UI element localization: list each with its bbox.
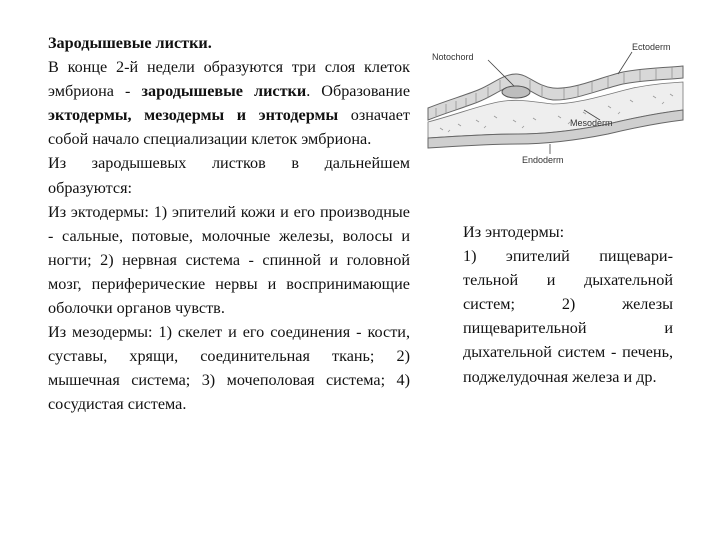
paragraph-ectoderm: Из эктодермы: 1) эпителий кожи и его производные - сальные, потовые, молочные железы, волосы и ногти; 2) нервная система - спинной и головной мозг, периферические нервы и воспринимающие оболочки органов чувств. [48, 202, 410, 318]
paragraph-germ-layers [48, 55, 410, 151]
paragraph-derivatives-intro: Из зародышевых листков в дальнейшем образуются: [48, 154, 410, 197]
paragraph-mesoderm: Из мезодермы: 1) скелет и его соединения - кости, суставы, хрящи, соединительная ткань; 2) мышечная система; 3) мочеполовая система; 4) сосудистая система. [48, 323, 410, 414]
p1-bold-layers-list: эктодермы, мезодермы и энтодермы [48, 106, 339, 125]
p1-text-c: . Образование [306, 82, 411, 101]
left-text-column [48, 31, 410, 417]
section-title: Зародышевые листки. [48, 34, 212, 52]
label-notochord: Notochord [432, 52, 474, 62]
p1-text-e: означает собой начало специализации клеток эмбриона. [48, 106, 410, 149]
endoderm-body: 1) эпителий пищевари-тельной и дыхательной систем; 2) железы пищеварительной и дыхательной систем - печень, поджелудочная железа и др. [463, 247, 673, 386]
p1-bold-germ-layers: зародышевые листки [141, 82, 307, 101]
p1-text-a: В конце 2-й недели образуются три слоя клеток эмбриона - [48, 58, 410, 101]
label-endoderm: Endoderm [522, 155, 564, 165]
right-text-column [463, 220, 673, 389]
label-mesoderm: Mesoderm [570, 118, 613, 128]
label-ectoderm: Ectoderm [632, 42, 671, 52]
germ-layers-diagram [418, 38, 690, 166]
notochord [502, 86, 530, 98]
endoderm-heading: Из энтодермы: [463, 223, 565, 241]
